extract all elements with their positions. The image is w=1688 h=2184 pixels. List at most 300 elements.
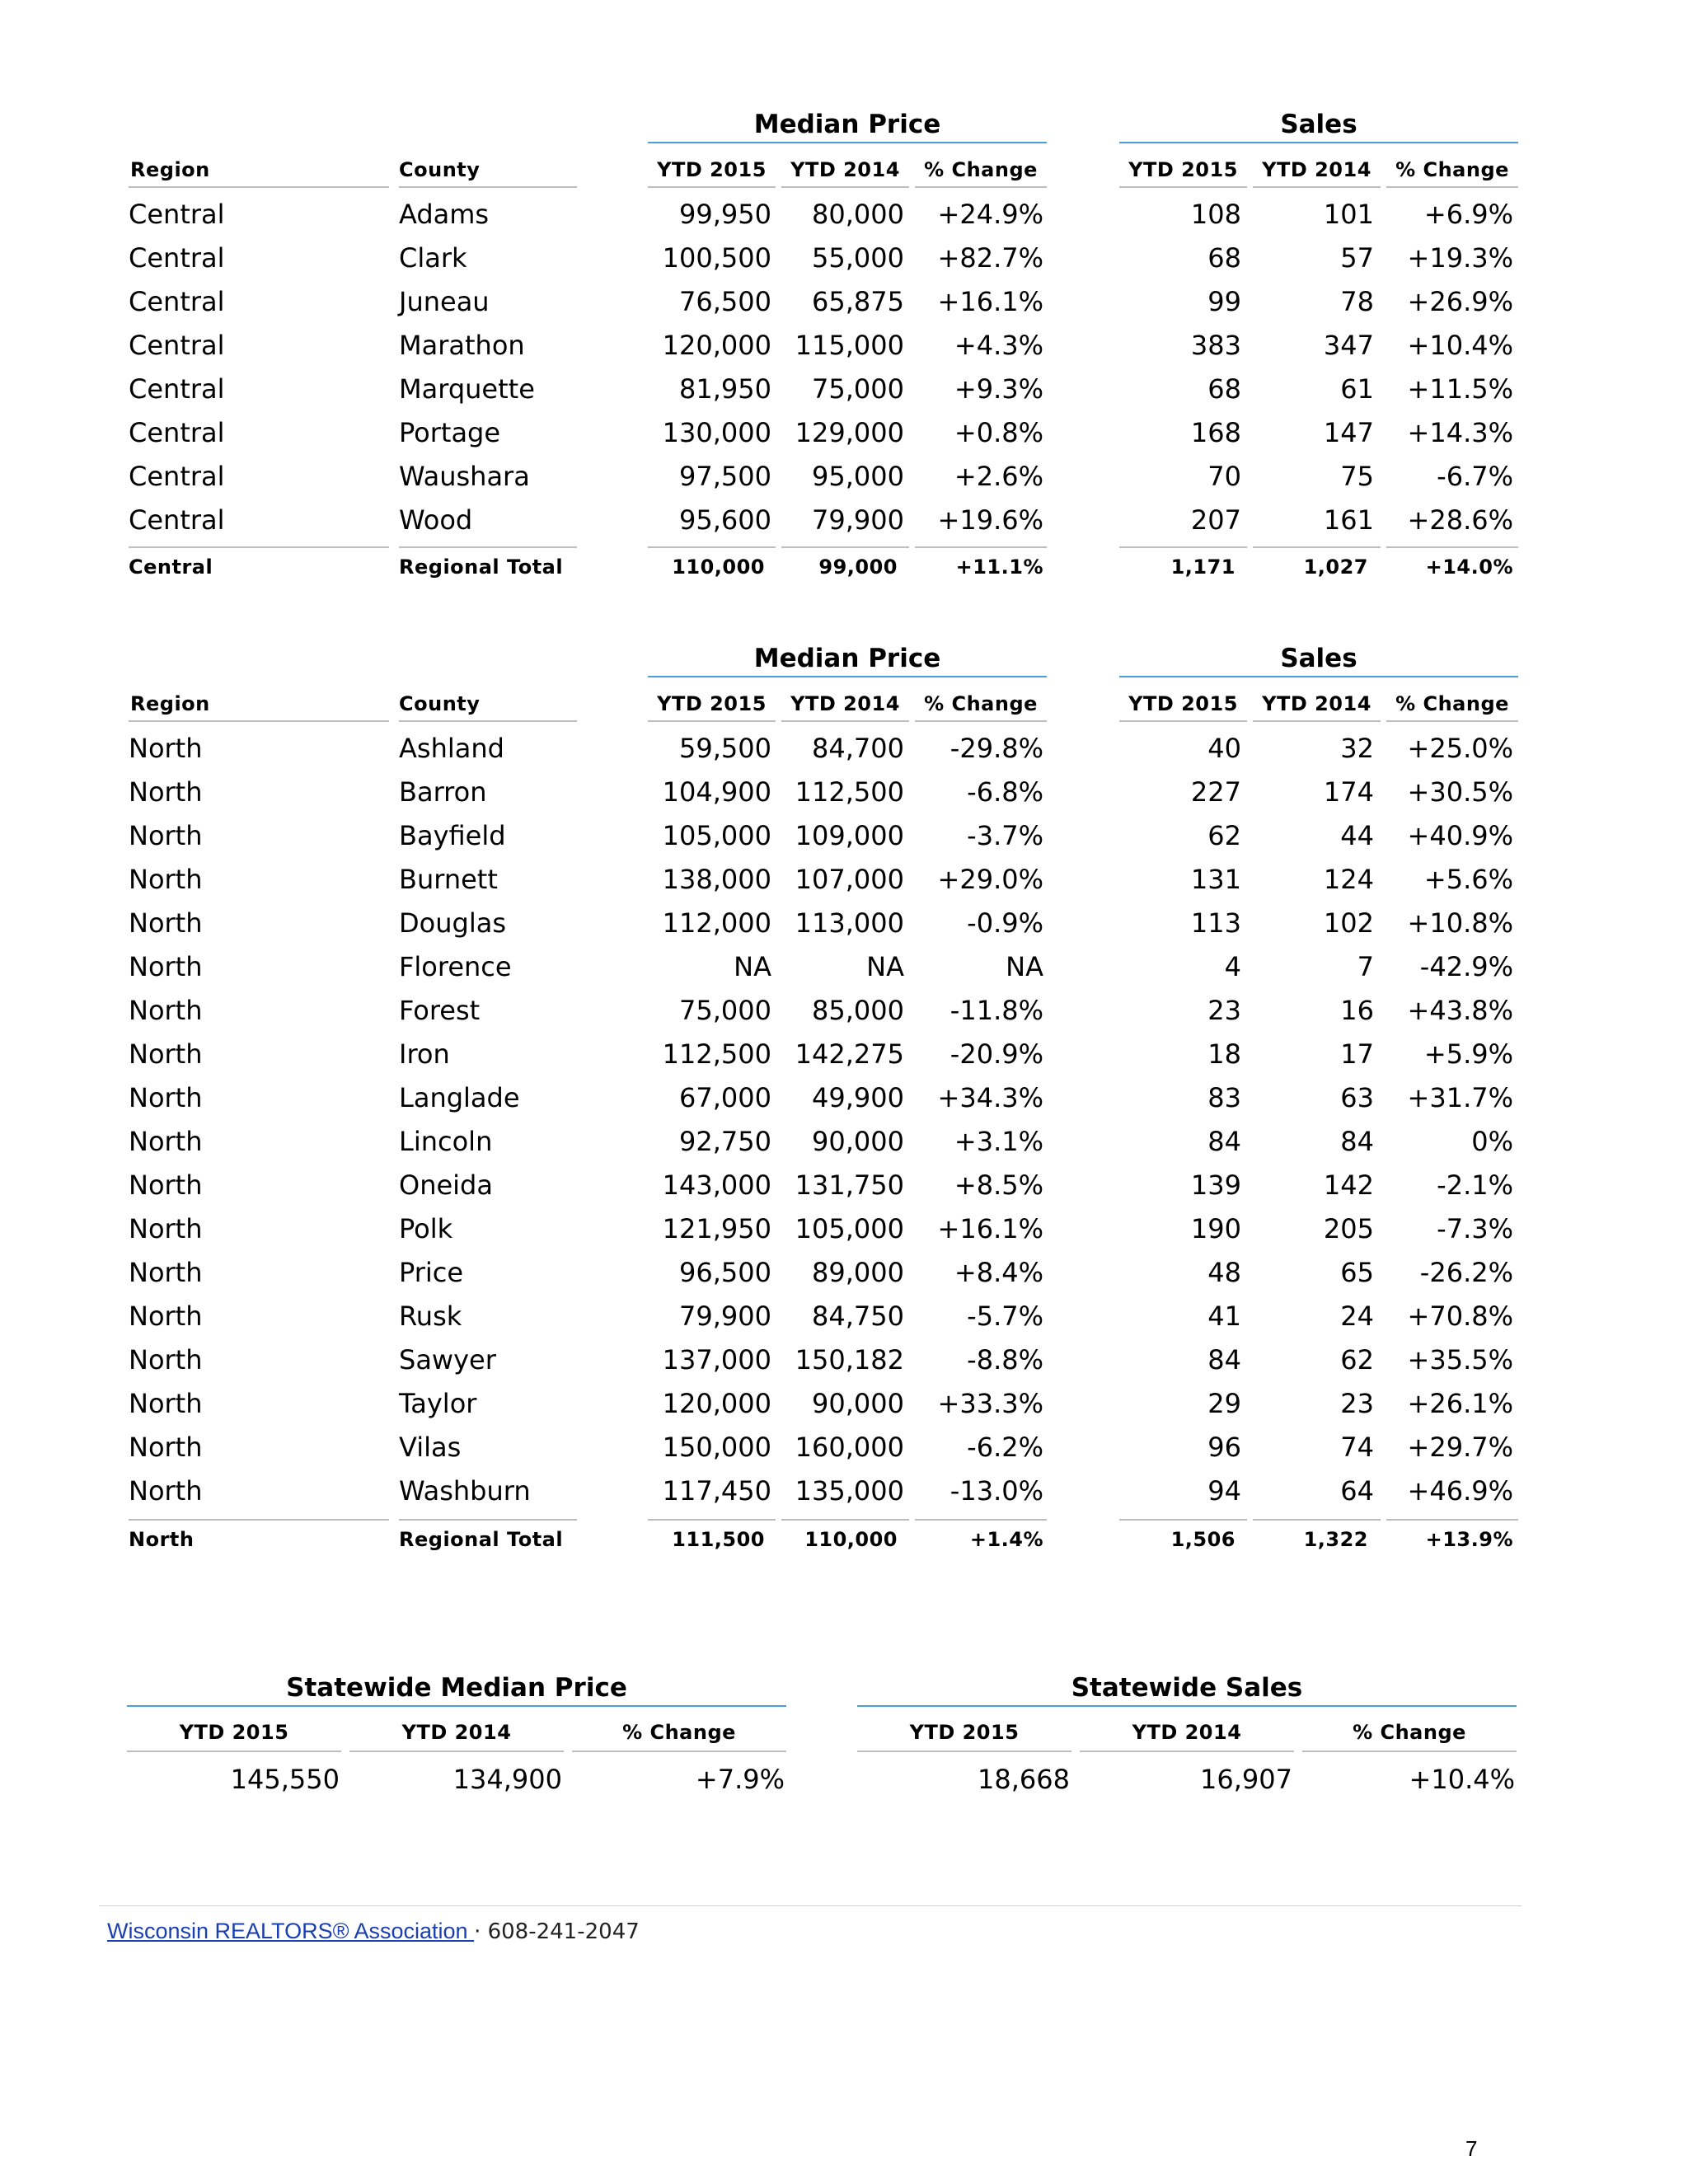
county-cell: Clark	[399, 242, 467, 274]
sales-change-cell: -2.1%	[1437, 1169, 1513, 1201]
median-2014-cell: 55,000	[812, 242, 904, 274]
county-cell: Ashland	[399, 733, 504, 764]
median-2014-cell: 84,700	[812, 733, 904, 764]
header-rule	[1386, 720, 1518, 722]
sales-2015-cell: 108	[1190, 199, 1241, 230]
county-cell: Rusk	[399, 1301, 462, 1332]
county-cell: Barron	[399, 776, 487, 808]
header-rule	[1302, 1750, 1517, 1752]
total-region-cell: Central	[129, 555, 213, 579]
header-rule	[399, 186, 577, 188]
median-change-cell: +29.0%	[937, 864, 1043, 895]
table-row	[0, 1169, 1688, 1213]
sales-change-header: % Change	[1395, 158, 1509, 181]
median-2014-cell: 90,000	[812, 1388, 904, 1419]
table-row	[0, 907, 1688, 951]
region-header: Region	[130, 692, 210, 715]
median-change-cell: +0.8%	[954, 417, 1043, 448]
total-region-cell: North	[129, 1528, 195, 1551]
median-2014-cell: 150,182	[795, 1344, 904, 1376]
sales-2014-cell: 17	[1340, 1038, 1374, 1070]
sw-sales-ytd2015-header: YTD 2015	[909, 1721, 1020, 1744]
sales-2015-cell: 227	[1190, 776, 1241, 808]
county-cell: Douglas	[399, 907, 506, 939]
total-rule	[1253, 546, 1381, 548]
sales-2014-cell: 61	[1340, 373, 1374, 405]
sales-change-cell: +43.8%	[1407, 995, 1513, 1026]
sw-sales-ytd2014-header: YTD 2014	[1132, 1721, 1242, 1744]
county-cell: Taylor	[399, 1388, 477, 1419]
region-cell: North	[129, 820, 203, 851]
region-cell: North	[129, 733, 203, 764]
region-cell: North	[129, 1082, 203, 1113]
median-change-cell: -6.2%	[967, 1432, 1043, 1463]
sales-2014-cell: 101	[1323, 199, 1374, 230]
table-row	[0, 1213, 1688, 1257]
county-cell: Oneida	[399, 1169, 493, 1201]
mp-ytd2014-header: YTD 2014	[790, 158, 900, 181]
sales-ytd2014-header: YTD 2014	[1262, 692, 1372, 715]
sales-change-cell: -7.3%	[1437, 1213, 1513, 1244]
median-change-cell: +9.3%	[954, 373, 1043, 405]
total-rule	[1386, 1519, 1518, 1521]
table-row	[0, 1388, 1688, 1432]
footer-divider	[99, 1905, 1522, 1906]
median-2014-cell: 84,750	[812, 1301, 904, 1332]
sales-2014-cell: 65	[1340, 1257, 1374, 1288]
median-2014-cell: 79,900	[812, 504, 904, 536]
sales-change-cell: +40.9%	[1407, 820, 1513, 851]
median-2015-cell: 143,000	[662, 1169, 771, 1201]
median-2015-cell: 112,500	[662, 1038, 771, 1070]
total-rule	[129, 1519, 389, 1521]
median-2014-cell: 131,750	[795, 1169, 904, 1201]
total-median-2014-cell: 110,000	[804, 1528, 898, 1551]
county-cell: Vilas	[399, 1432, 462, 1463]
median-2014-cell: 80,000	[812, 199, 904, 230]
region-cell: North	[129, 864, 203, 895]
median-2015-cell: 112,000	[662, 907, 771, 939]
median-2015-cell: 120,000	[662, 330, 771, 361]
median-2015-cell: 97,500	[679, 461, 771, 492]
median-2015-cell: 117,450	[662, 1475, 771, 1507]
median-2015-cell: 99,950	[679, 199, 771, 230]
median-2015-cell: 67,000	[679, 1082, 771, 1113]
statewide-median-2015: 145,550	[230, 1764, 340, 1795]
header-rule	[1080, 1750, 1294, 1752]
region-cell: Central	[129, 504, 225, 536]
county-cell: Marathon	[399, 330, 525, 361]
sales-change-cell: +31.7%	[1407, 1082, 1513, 1113]
mp-ytd2015-header: YTD 2015	[657, 692, 767, 715]
total-rule	[1119, 1519, 1247, 1521]
total-rule	[1119, 546, 1247, 548]
statewide-median-2014: 134,900	[452, 1764, 562, 1795]
sw-mp-ytd2015-header: YTD 2015	[179, 1721, 289, 1744]
sales-2015-cell: 40	[1207, 733, 1241, 764]
median-2015-cell: 104,900	[662, 776, 771, 808]
sales-2015-cell: 139	[1190, 1169, 1241, 1201]
county-cell: Florence	[399, 951, 512, 982]
sales-2015-cell: 62	[1207, 820, 1241, 851]
region-cell: North	[129, 1257, 203, 1288]
median-price-title: Median Price	[753, 110, 941, 139]
total-rule	[399, 1519, 577, 1521]
sales-change-cell: -6.7%	[1437, 461, 1513, 492]
sales-2015-cell: 96	[1207, 1432, 1241, 1463]
table-row	[0, 373, 1688, 417]
median-2014-cell: 105,000	[795, 1213, 904, 1244]
median-2014-cell: 95,000	[812, 461, 904, 492]
sales-ytd2014-header: YTD 2014	[1262, 158, 1372, 181]
header-rule	[915, 720, 1047, 722]
total-rule	[129, 546, 389, 548]
sales-rule	[1119, 142, 1518, 143]
median-2014-cell: 160,000	[795, 1432, 904, 1463]
sales-2014-cell: 124	[1323, 864, 1374, 895]
table-row	[0, 461, 1688, 504]
sales-2015-cell: 4	[1224, 951, 1241, 982]
sales-2015-cell: 68	[1207, 242, 1241, 274]
sales-2015-cell: 48	[1207, 1257, 1241, 1288]
header-rule	[399, 720, 577, 722]
median-2015-cell: 59,500	[679, 733, 771, 764]
median-2015-cell: 75,000	[679, 995, 771, 1026]
region-cell: North	[129, 951, 203, 982]
county-cell: Waushara	[399, 461, 530, 492]
sales-change-cell: +46.9%	[1407, 1475, 1513, 1507]
median-2015-cell: 137,000	[662, 1344, 771, 1376]
header-rule	[1253, 186, 1381, 188]
total-median-2014-cell: 99,000	[818, 555, 898, 579]
region-cell: North	[129, 1432, 203, 1463]
sales-2014-cell: 16	[1340, 995, 1374, 1026]
total-median-2015-cell: 111,500	[672, 1528, 765, 1551]
median-change-cell: NA	[1006, 951, 1043, 982]
sales-2014-cell: 174	[1323, 776, 1374, 808]
median-2015-cell: 105,000	[662, 820, 771, 851]
sales-change-cell: +28.6%	[1407, 504, 1513, 536]
sales-change-cell: +19.3%	[1407, 242, 1513, 274]
region-cell: Central	[129, 330, 225, 361]
median-2015-cell: 76,500	[679, 286, 771, 317]
county-cell: Burnett	[399, 864, 498, 895]
footer-phone: · 608-241-2047	[474, 1919, 640, 1944]
region-cell: North	[129, 1213, 203, 1244]
county-cell: Wood	[399, 504, 473, 536]
statewide-sales-change: +10.4%	[1409, 1764, 1515, 1795]
region-cell: Central	[129, 242, 225, 274]
median-2015-cell: 100,500	[662, 242, 771, 274]
region-cell: North	[129, 1475, 203, 1507]
median-change-cell: +34.3%	[937, 1082, 1043, 1113]
median-change-cell: +19.6%	[937, 504, 1043, 536]
total-sales-2015-cell: 1,506	[1170, 1528, 1236, 1551]
median-2015-cell: 79,900	[679, 1301, 771, 1332]
median-2014-cell: 109,000	[795, 820, 904, 851]
total-rule	[1386, 546, 1518, 548]
sales-2014-cell: 78	[1340, 286, 1374, 317]
sales-change-header: % Change	[1395, 692, 1509, 715]
header-rule	[572, 1750, 786, 1752]
median-2014-cell: 49,900	[812, 1082, 904, 1113]
sales-title: Sales	[1280, 110, 1357, 139]
total-rule	[1253, 1519, 1381, 1521]
table-row	[0, 864, 1688, 907]
total-sales-change-cell: +14.0%	[1425, 555, 1513, 579]
sales-2014-cell: 62	[1340, 1344, 1374, 1376]
median-change-cell: -11.8%	[950, 995, 1043, 1026]
sales-2014-cell: 44	[1340, 820, 1374, 851]
total-rule	[648, 1519, 776, 1521]
median-change-cell: -6.8%	[967, 776, 1043, 808]
median-change-cell: +82.7%	[937, 242, 1043, 274]
region-cell: North	[129, 1169, 203, 1201]
total-rule	[648, 546, 776, 548]
median-change-cell: -20.9%	[950, 1038, 1043, 1070]
sales-2014-cell: 7	[1357, 951, 1374, 982]
county-cell: Iron	[399, 1038, 450, 1070]
sales-rule	[1119, 676, 1518, 677]
total-median-change-cell: +11.1%	[955, 555, 1043, 579]
sales-2015-cell: 70	[1207, 461, 1241, 492]
sales-2014-cell: 24	[1340, 1301, 1374, 1332]
county-header: County	[399, 692, 481, 715]
median-change-cell: +16.1%	[937, 1213, 1043, 1244]
sales-2014-cell: 74	[1340, 1432, 1374, 1463]
table-row	[0, 776, 1688, 820]
table-row	[0, 1082, 1688, 1126]
header-rule	[127, 1750, 341, 1752]
table-row	[0, 199, 1688, 242]
table-row	[0, 1475, 1688, 1519]
median-2014-cell: 142,275	[795, 1038, 904, 1070]
table-row	[0, 1126, 1688, 1169]
sales-2014-cell: 205	[1323, 1213, 1374, 1244]
total-rule	[781, 1519, 909, 1521]
region-cell: North	[129, 1344, 203, 1376]
region-cell: North	[129, 995, 203, 1026]
median-change-cell: +33.3%	[937, 1388, 1043, 1419]
sales-change-cell: -42.9%	[1419, 951, 1513, 982]
mp-ytd2014-header: YTD 2014	[790, 692, 900, 715]
sales-2014-cell: 142	[1323, 1169, 1374, 1201]
total-median-change-cell: +1.4%	[969, 1528, 1043, 1551]
sales-change-cell: +26.1%	[1407, 1388, 1513, 1419]
median-price-rule	[648, 676, 1047, 677]
page-number: 7	[1465, 2136, 1478, 2161]
median-2014-cell: 129,000	[795, 417, 904, 448]
county-cell: Bayfield	[399, 820, 506, 851]
sales-2014-cell: 75	[1340, 461, 1374, 492]
median-2014-cell: 89,000	[812, 1257, 904, 1288]
header-rule	[781, 720, 909, 722]
county-cell: Portage	[399, 417, 501, 448]
median-2014-cell: 113,000	[795, 907, 904, 939]
header-rule	[1119, 186, 1247, 188]
median-2014-cell: 135,000	[795, 1475, 904, 1507]
header-rule	[1386, 186, 1518, 188]
association-link[interactable]: Wisconsin REALTORS® Association	[107, 1919, 475, 1943]
county-cell: Adams	[399, 199, 490, 230]
sales-2015-cell: 113	[1190, 907, 1241, 939]
statewide-median-change: +7.9%	[695, 1764, 785, 1795]
sw-mp-ytd2014-header: YTD 2014	[401, 1721, 512, 1744]
county-cell: Price	[399, 1257, 464, 1288]
sales-2014-cell: 64	[1340, 1475, 1374, 1507]
sales-2015-cell: 83	[1207, 1082, 1241, 1113]
region-cell: North	[129, 776, 203, 808]
statewide-sales-2015: 18,668	[978, 1764, 1070, 1795]
median-2015-cell: 81,950	[679, 373, 771, 405]
sales-2014-cell: 161	[1323, 504, 1374, 536]
total-label-cell: Regional Total	[399, 1528, 564, 1551]
median-2015-cell: 95,600	[679, 504, 771, 536]
table-row	[0, 417, 1688, 461]
header-rule	[781, 186, 909, 188]
county-cell: Forest	[399, 995, 481, 1026]
total-sales-2014-cell: 1,322	[1303, 1528, 1368, 1551]
sales-2015-cell: 23	[1207, 995, 1241, 1026]
median-2014-cell: 112,500	[795, 776, 904, 808]
region-cell: North	[129, 907, 203, 939]
table-row	[0, 733, 1688, 776]
sales-change-cell: +35.5%	[1407, 1344, 1513, 1376]
region-cell: Central	[129, 199, 225, 230]
sales-change-cell: -26.2%	[1419, 1257, 1513, 1288]
region-cell: Central	[129, 461, 225, 492]
region-cell: North	[129, 1126, 203, 1157]
table-row	[0, 995, 1688, 1038]
header-rule	[129, 186, 389, 188]
table-row	[0, 1432, 1688, 1475]
region-cell: Central	[129, 373, 225, 405]
statewide-sales-2014: 16,907	[1200, 1764, 1292, 1795]
median-change-cell: +24.9%	[937, 199, 1043, 230]
sales-change-cell: +26.9%	[1407, 286, 1513, 317]
total-median-2015-cell: 110,000	[672, 555, 765, 579]
table-row	[0, 951, 1688, 995]
sales-2014-cell: 84	[1340, 1126, 1374, 1157]
median-2015-cell: 92,750	[679, 1126, 771, 1157]
sales-change-cell: +29.7%	[1407, 1432, 1513, 1463]
sales-2014-cell: 347	[1323, 330, 1374, 361]
sales-change-cell: +5.9%	[1423, 1038, 1513, 1070]
sales-2015-cell: 168	[1190, 417, 1241, 448]
sales-change-cell: +6.9%	[1423, 199, 1513, 230]
mp-ytd2015-header: YTD 2015	[657, 158, 767, 181]
sales-ytd2015-header: YTD 2015	[1128, 692, 1238, 715]
total-sales-2014-cell: 1,027	[1303, 555, 1368, 579]
county-cell: Marquette	[399, 373, 535, 405]
median-change-cell: -29.8%	[950, 733, 1043, 764]
median-change-cell: -5.7%	[967, 1301, 1043, 1332]
median-change-cell: +16.1%	[937, 286, 1043, 317]
sales-2015-cell: 131	[1190, 864, 1241, 895]
median-2015-cell: NA	[734, 951, 771, 982]
median-2015-cell: 138,000	[662, 864, 771, 895]
sales-change-cell: +11.5%	[1407, 373, 1513, 405]
header-rule	[857, 1750, 1071, 1752]
statewide-sales-title: Statewide Sales	[1071, 1673, 1303, 1703]
region-cell: North	[129, 1388, 203, 1419]
median-2014-cell: 65,875	[812, 286, 904, 317]
sales-2014-cell: 63	[1340, 1082, 1374, 1113]
statewide-sales-rule	[857, 1705, 1517, 1707]
median-2015-cell: 120,000	[662, 1388, 771, 1419]
total-sales-change-cell: +13.9%	[1425, 1528, 1513, 1551]
table-row	[0, 1257, 1688, 1301]
median-2014-cell: 90,000	[812, 1126, 904, 1157]
table-row	[0, 504, 1688, 548]
median-2015-cell: 130,000	[662, 417, 771, 448]
sales-2015-cell: 18	[1207, 1038, 1241, 1070]
sales-2015-cell: 190	[1190, 1213, 1241, 1244]
median-2014-cell: 75,000	[812, 373, 904, 405]
sales-2015-cell: 84	[1207, 1344, 1241, 1376]
table-row	[0, 286, 1688, 330]
sales-change-cell: +25.0%	[1407, 733, 1513, 764]
region-cell: Central	[129, 417, 225, 448]
sales-2015-cell: 383	[1190, 330, 1241, 361]
table-row	[0, 1344, 1688, 1388]
header-rule	[1119, 720, 1247, 722]
footer	[107, 1919, 640, 1944]
median-2015-cell: 121,950	[662, 1213, 771, 1244]
sales-2014-cell: 147	[1323, 417, 1374, 448]
median-change-cell: +8.4%	[954, 1257, 1043, 1288]
total-rule	[781, 546, 909, 548]
sales-change-cell: +70.8%	[1407, 1301, 1513, 1332]
county-cell: Washburn	[399, 1475, 531, 1507]
sales-change-cell: +14.3%	[1407, 417, 1513, 448]
region-cell: Central	[129, 286, 225, 317]
sales-change-cell: 0%	[1471, 1126, 1513, 1157]
header-rule	[129, 720, 389, 722]
total-sales-2015-cell: 1,171	[1170, 555, 1236, 579]
sales-change-cell: +10.8%	[1407, 907, 1513, 939]
sales-2015-cell: 68	[1207, 373, 1241, 405]
region-header: Region	[130, 158, 210, 181]
median-change-cell: -3.7%	[967, 820, 1043, 851]
sales-2014-cell: 102	[1323, 907, 1374, 939]
county-header: County	[399, 158, 481, 181]
median-change-cell: +3.1%	[954, 1126, 1043, 1157]
median-2014-cell: 107,000	[795, 864, 904, 895]
median-change-cell: +8.5%	[954, 1169, 1043, 1201]
table-row	[0, 1038, 1688, 1082]
header-rule	[349, 1750, 564, 1752]
mp-change-header: % Change	[924, 158, 1038, 181]
sales-2015-cell: 94	[1207, 1475, 1241, 1507]
median-2015-cell: 150,000	[662, 1432, 771, 1463]
median-2014-cell: NA	[866, 951, 904, 982]
county-cell: Juneau	[399, 286, 490, 317]
region-cell: North	[129, 1038, 203, 1070]
county-cell: Sawyer	[399, 1344, 496, 1376]
median-price-rule	[648, 142, 1047, 143]
sw-mp-change-header: % Change	[622, 1721, 736, 1744]
median-change-cell: -0.9%	[967, 907, 1043, 939]
table-row	[0, 820, 1688, 864]
table-row	[0, 1301, 1688, 1344]
sales-2015-cell: 99	[1207, 286, 1241, 317]
median-2015-cell: 96,500	[679, 1257, 771, 1288]
table-row	[0, 330, 1688, 373]
sales-2015-cell: 207	[1190, 504, 1241, 536]
statewide-median-title: Statewide Median Price	[286, 1673, 627, 1703]
sales-change-cell: +5.6%	[1423, 864, 1513, 895]
